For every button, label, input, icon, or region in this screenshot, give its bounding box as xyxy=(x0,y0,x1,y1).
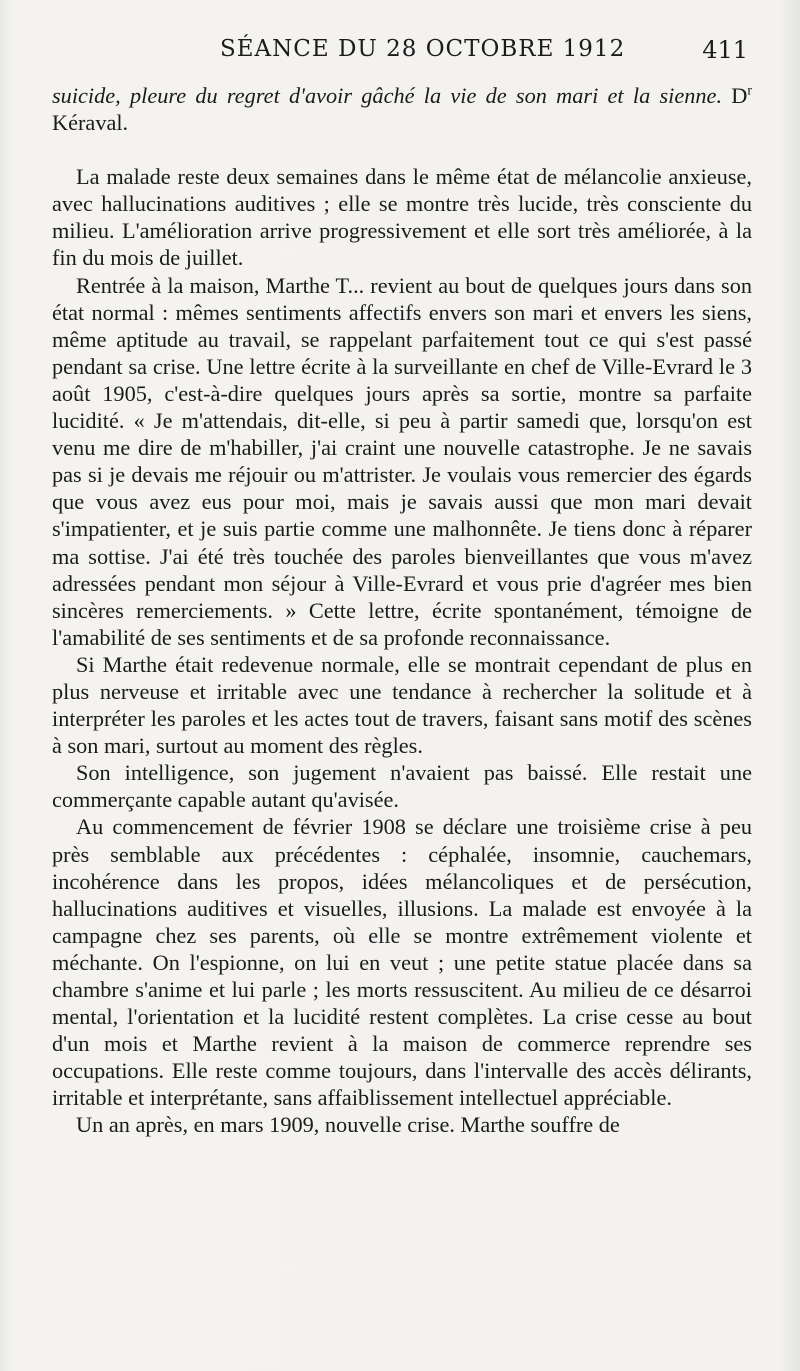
body-text xyxy=(52,82,752,1139)
paragraph: Son intelligence, son jugement n'avaient pas baissé. Elle restait une commerçante capable autant qu'avisée. xyxy=(52,760,752,813)
page-number: 411 xyxy=(702,36,748,64)
paragraph: Au commencement de février 1908 se déclare une troisième crise à peu près semblable aux précédentes : céphalée, insomnie, cauchemars, incohérence dans les propos, idées mélancoliques et de persécution, hallucinations auditives et visuelles, illusions. La malade est envoyée à la campagne chez ses parents, où elle se montre extrêmement violente et méchante. On l'espionne, on lui en veut ; une petite statue placée dans sa chambre s'anime et lui parle ; les morts ressuscitent. Au milieu de ce désarroi mental, l'orientation et la lucidité restent complètes. La crise cesse au bout d'un mois et Marthe revient à la maison de commerce reprendre ses occupations. Elle reste comme toujours, dans l'intervalle des accès délirants, irritable et interprétante, sans affaiblissement intellectuel appréciable. xyxy=(52,814,752,1111)
page-header xyxy=(52,36,754,72)
author-superscript: r xyxy=(747,82,753,98)
italic-quote: suicide, pleure du regret d'avoir gâché la vie de son mari et la sienne. xyxy=(52,83,723,108)
paragraph: Si Marthe était redevenue normale, elle se montrait cependant de plus en plus nerveuse et irritable avec une tendance à rechercher la solitude et à interpréter les paroles et les actes tout de travers, faisant sans motif des scènes à son mari, surtout au moment des règles. xyxy=(52,651,752,759)
paragraph: La malade reste deux semaines dans le même état de mélancolie anxieuse, avec hallucinations auditives ; elle se montre très lucide, très consciente du milieu. L'amélioration arrive progressivement et elle sort très améliorée, à la fin du mois de juillet. xyxy=(52,164,752,271)
paragraph: Un an après, en mars 1909, nouvelle crise. Marthe souffre de xyxy=(76,1112,620,1138)
author-prefix: D xyxy=(731,83,748,108)
running-head: SÉANCE DU 28 OCTOBRE 1912 xyxy=(220,36,626,62)
paragraph: Rentrée à la maison, Marthe T... revient au bout de quelques jours dans son état normal : mêmes sentiments affectifs envers son mari et envers les siens, même aptitude au travail, se rappelant parfaitement tout ce qui s'est passé pendant sa crise. Une lettre écrite à la surveillante en chef de Ville-Evrard le 3 août 1905, c'est-à-dire quelques jours après sa sortie, montre sa parfaite lucidité. « Je m'attendais, dit-elle, si peu à partir samedi que, lorsqu'on est venu me dire de m'habiller, j'ai craint une nouvelle catastrophe. Je ne savais pas si je devais me réjouir ou m'attrister. Je voulais vous remercier des égards que vous avez eus pour moi, mais je savais aussi que mon mari devait s'impatienter, et je suis partie comme une malhonnête. Je tiens donc à réparer ma sottise. J'ai été très touchée des paroles bienveillantes que vous m'avez adressées pendant mon séjour à Ville-Evrard et vous prie d'agréer mes bien sincères remerciements. » Cette lettre, écrite spontanément, témoigne de l'amabilité de ses sentiments et de sa profonde reconnaissance. xyxy=(52,272,752,650)
paragraph-continuation xyxy=(52,82,752,136)
author-name: Kéraval. xyxy=(52,110,129,136)
